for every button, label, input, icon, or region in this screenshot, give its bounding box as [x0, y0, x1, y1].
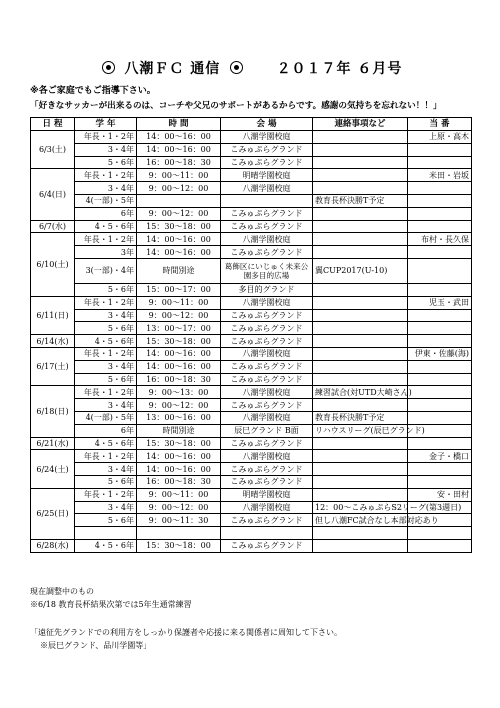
cell-note: 教育長杯決勝T予定 [313, 411, 408, 424]
cell-duty: 安・田村 [408, 488, 472, 501]
cell-note [313, 488, 408, 501]
cell-grade: 3・4年 [75, 360, 137, 373]
cell-grade: 3・4年 [75, 309, 137, 322]
cell-grade: 5・6年 [75, 373, 137, 386]
cell-grade: 4(一部)・5年 [75, 411, 137, 424]
cell-note: 12：00～こみゅぷらS2リーグ(第3週日) [313, 501, 408, 514]
cell-duty [408, 373, 472, 386]
cell-duty [408, 258, 472, 283]
table-row [31, 233, 472, 246]
table-row [31, 475, 472, 488]
table-row [31, 437, 472, 450]
cell-note [313, 131, 408, 144]
cell-grade: 3(一部)・4年 [75, 258, 137, 283]
cell-time: 13：00～17：00 [137, 322, 221, 335]
cell-date: 6/21(水) [31, 437, 75, 450]
table-row [31, 169, 472, 182]
table-row [31, 527, 472, 540]
cell-place: こみゅぷらグランド [221, 335, 313, 348]
issue-date: ２０１７年 ６月号 [276, 61, 403, 77]
cell-place: こみゅぷらグランド [221, 143, 313, 156]
cell-note [313, 207, 408, 220]
cell-time: 16：00～18：30 [137, 475, 221, 488]
cell-note [313, 347, 408, 360]
cell-grade: 年長・1・2年 [75, 347, 137, 360]
cell-time: 15：30～18：00 [137, 220, 221, 233]
cell-note [313, 169, 408, 182]
table-row [31, 411, 472, 424]
cell-duty [408, 539, 472, 552]
cell-time: 15：00～17：00 [137, 283, 221, 296]
cell-note [313, 296, 408, 309]
cell-time: 9：00～11：00 [137, 488, 221, 501]
cell-time: 時間別途 [137, 424, 221, 437]
cell-duty [408, 335, 472, 348]
cell-date: 6/28(水) [31, 539, 75, 552]
table-row [31, 399, 472, 412]
cell-time: 14：00～16：00 [137, 246, 221, 259]
cell-note [313, 360, 408, 373]
cell-date: 6/17(土) [31, 347, 75, 385]
cell-grade: 年長・1・2年 [75, 169, 137, 182]
table-row [31, 463, 472, 476]
footer-box [30, 626, 410, 652]
cell-grade: 3・4年 [75, 182, 137, 195]
table-row [31, 514, 472, 527]
cell-grade: 5・6年 [75, 322, 137, 335]
table-row [31, 424, 472, 437]
cell-time [137, 527, 221, 540]
cell-place: 明晴学園校庭 [221, 169, 313, 182]
cell-note [313, 220, 408, 233]
cell-place: こみゅぷらグランド [221, 475, 313, 488]
cell-note [313, 463, 408, 476]
cell-note [313, 450, 408, 463]
table-row [31, 246, 472, 259]
cell-date: 6/18(日) [31, 386, 75, 437]
cell-time: 9：00～11：30 [137, 514, 221, 527]
cell-place: こみゅぷらグランド [221, 220, 313, 233]
cell-note [313, 437, 408, 450]
cell-date: 6/10(土) [31, 233, 75, 296]
cell-date: 6/7(水) [31, 220, 75, 233]
cell-duty [408, 182, 472, 195]
cell-grade: 年長・1・2年 [75, 488, 137, 501]
cell-duty [408, 207, 472, 220]
cell-duty [408, 309, 472, 322]
cell-note [313, 322, 408, 335]
cell-time: 14：00～16：00 [137, 360, 221, 373]
cell-note [313, 335, 408, 348]
footer-box-line1: 「遠征先グランドでの利用方をしっかり保護者や応援に来る関係者に周知して下さい。 [30, 628, 342, 637]
cell-time: 9：00～13：00 [137, 386, 221, 399]
cell-grade: 3・4年 [75, 501, 137, 514]
cell-time: 9：00～12：00 [137, 207, 221, 220]
table-row [31, 296, 472, 309]
table-row [31, 322, 472, 335]
cell-grade [75, 527, 137, 540]
cell-time: 14：00～16：00 [137, 450, 221, 463]
header-date: 日 程 [31, 118, 75, 131]
header-duty: 当 番 [408, 118, 472, 131]
cell-grade: 5・6年 [75, 156, 137, 169]
cell-place: こみゅぷらグランド [221, 373, 313, 386]
cell-note: 教育長杯決勝T予定 [313, 194, 408, 207]
cell-place: 八潮学園校庭 [221, 296, 313, 309]
cell-duty [408, 475, 472, 488]
cell-note [313, 475, 408, 488]
cell-time: 16：00～18：30 [137, 373, 221, 386]
cell-place: こみゅぷらグランド [221, 207, 313, 220]
cell-duty [408, 386, 472, 399]
cell-time: 9：00～12：00 [137, 501, 221, 514]
title-text: 八潮ＦＣ 通信 [124, 61, 221, 77]
cell-date: 6/25(日) [31, 488, 75, 539]
header-place: 会 場 [221, 118, 313, 131]
cell-duty: 布村・長久保 [408, 233, 472, 246]
cell-note [313, 309, 408, 322]
cell-place: 八潮学園校庭 [221, 411, 313, 424]
table-row [31, 373, 472, 386]
table-row [31, 501, 472, 514]
cell-time: 14：00～16：00 [137, 143, 221, 156]
cell-place: こみゅぷらグランド [221, 322, 313, 335]
notice-gratitude: 「好きなサッカーが出来るのは、コーチや父兄のサポートがあるからです。感謝の気持ちを忘れない！！」 [30, 101, 442, 111]
cell-place: 八潮学園校庭 [221, 386, 313, 399]
cell-duty [408, 399, 472, 412]
cell-grade: 5・6年 [75, 283, 137, 296]
cell-note: 練習試合(対UTD大崎さん) [313, 386, 408, 399]
cell-time: 14：00～16：00 [137, 347, 221, 360]
cell-time: 15：30～18：00 [137, 539, 221, 552]
cell-place: 八潮学園校庭 [221, 182, 313, 195]
table-row [31, 131, 472, 144]
cell-time: 16：00～18：30 [137, 156, 221, 169]
table-row [31, 360, 472, 373]
table-row [31, 335, 472, 348]
cell-time [137, 194, 221, 207]
cell-time: 15：30～18：00 [137, 335, 221, 348]
cell-date: 6/14(水) [31, 335, 75, 348]
table-row [31, 309, 472, 322]
cell-date: 6/3(土) [31, 131, 75, 169]
cell-place: 八潮学園校庭 [221, 501, 313, 514]
schedule-body [31, 131, 472, 553]
header-time: 時 間 [137, 118, 221, 131]
newsletter-title [20, 58, 480, 78]
cell-duty [408, 194, 472, 207]
cell-duty [408, 411, 472, 424]
cell-time: 13：00～16：00 [137, 411, 221, 424]
table-row [31, 194, 472, 207]
cell-grade: 6年 [75, 207, 137, 220]
cell-time: 時間別途 [137, 258, 221, 283]
footer-box-line2: ※辰巳グランド、品川学園等」 [40, 641, 152, 650]
cell-time: 15：30～18：00 [137, 437, 221, 450]
table-row [31, 182, 472, 195]
cell-place: 八潮学園校庭 [221, 131, 313, 144]
cell-duty [408, 156, 472, 169]
table-row [31, 156, 472, 169]
cell-grade: 5・6年 [75, 514, 137, 527]
cell-grade: 年長・1・2年 [75, 386, 137, 399]
cell-duty [408, 322, 472, 335]
cell-note [313, 373, 408, 386]
cell-place: 明晴学園校庭 [221, 488, 313, 501]
cell-grade: 年長・1・2年 [75, 450, 137, 463]
cell-place [221, 527, 313, 540]
cell-note [313, 399, 408, 412]
cell-place: こみゅぷらグランド [221, 463, 313, 476]
cell-place: 八潮学園校庭 [221, 347, 313, 360]
cell-place: こみゅぷらグランド [221, 437, 313, 450]
cell-time: 9：00～11：00 [137, 169, 221, 182]
cell-note [313, 156, 408, 169]
cell-grade: 5・6年 [75, 475, 137, 488]
cell-duty [408, 463, 472, 476]
cell-grade: 6年 [75, 424, 137, 437]
cell-place: こみゅぷらグランド [221, 360, 313, 373]
cell-note [313, 182, 408, 195]
cell-place: こみゅぷらグランド [221, 514, 313, 527]
cell-date: 6/11(日) [31, 296, 75, 334]
cell-time: 9：00～12：00 [137, 309, 221, 322]
cell-grade: 4・5・6年 [75, 539, 137, 552]
cell-note [313, 539, 408, 552]
table-row [31, 450, 472, 463]
cell-note: リハウスリーグ(辰巳グランド) [313, 424, 408, 437]
cell-grade: 3・4年 [75, 143, 137, 156]
table-row [31, 347, 472, 360]
cell-duty [408, 143, 472, 156]
cell-duty [408, 220, 472, 233]
cell-duty: 児玉・武田 [408, 296, 472, 309]
cell-duty [408, 437, 472, 450]
cell-duty: 米田・岩坂 [408, 169, 472, 182]
cell-grade: 4・5・6年 [75, 220, 137, 233]
cell-grade: 3・4年 [75, 399, 137, 412]
cell-grade: 年長・1・2年 [75, 296, 137, 309]
notice-guidance: ※各ご家庭でもご指導下さい。 [30, 86, 156, 96]
cell-note [313, 283, 408, 296]
header-notes: 連絡事項など [313, 118, 408, 131]
cell-duty: 伊東・佐藤(海) [408, 347, 472, 360]
table-row [31, 283, 472, 296]
cell-duty [408, 246, 472, 259]
cell-place: 八潮学園校庭 [221, 450, 313, 463]
cell-duty [408, 527, 472, 540]
cell-duty [408, 360, 472, 373]
cell-place [221, 194, 313, 207]
cell-grade: 4(一部)・5年 [75, 194, 137, 207]
cell-place: 辰巳グランド B面 [221, 424, 313, 437]
soccer-ball-icon [102, 61, 115, 74]
cell-grade: 年長・1・2年 [75, 233, 137, 246]
table-row [31, 207, 472, 220]
header-grade: 学 年 [75, 118, 137, 131]
schedule-table [30, 117, 472, 553]
cell-place: 多目的グランド [221, 283, 313, 296]
cell-grade: 3・4年 [75, 463, 137, 476]
cell-place: こみゅぷらグランド [221, 399, 313, 412]
footer-adjusting: 現在調整中のもの [30, 587, 94, 596]
cell-note: 翼CUP2017(U-10) [313, 258, 408, 283]
table-row [31, 386, 472, 399]
cell-note: 但し八潮FC試合なし本部対応あり [313, 514, 408, 527]
table-row [31, 258, 472, 283]
cell-place: こみゅぷらグランド [221, 539, 313, 552]
cell-time: 9：00～12：00 [137, 182, 221, 195]
cell-time: 14：00～16：00 [137, 233, 221, 246]
cell-note [313, 233, 408, 246]
cell-time: 9：00～11：00 [137, 296, 221, 309]
cell-time: 14：00～16：00 [137, 131, 221, 144]
cell-note [313, 143, 408, 156]
cell-grade: 3年 [75, 246, 137, 259]
table-row [31, 488, 472, 501]
cell-note [313, 246, 408, 259]
cell-time: 14：00～16：00 [137, 463, 221, 476]
cell-date: 6/24(土) [31, 450, 75, 488]
cell-duty: 上原・高木 [408, 131, 472, 144]
cell-duty [408, 283, 472, 296]
cell-place: 葛飾区にいじゅく未来公園多目的広場 [221, 258, 313, 283]
cell-place: こみゅぷらグランド [221, 309, 313, 322]
cell-date: 6/4(日) [31, 169, 75, 220]
cell-grade: 4・5・6年 [75, 335, 137, 348]
cell-place: こみゅぷらグランド [221, 156, 313, 169]
table-row [31, 539, 472, 552]
cell-note [313, 527, 408, 540]
soccer-ball-icon [230, 61, 243, 74]
cell-place: 八潮学園校庭 [221, 233, 313, 246]
cell-time: 9：00～12：00 [137, 399, 221, 412]
table-row [31, 143, 472, 156]
table-row [31, 220, 472, 233]
table-header-row [31, 118, 472, 131]
cell-duty: 金子・橋口 [408, 450, 472, 463]
cell-place: こみゅぷらグランド [221, 246, 313, 259]
cell-grade: 4・5・6年 [75, 437, 137, 450]
cell-grade: 年長・1・2年 [75, 131, 137, 144]
footer-note: ※6/18 教育長杯結果次第では5年生通常練習 [30, 600, 192, 609]
